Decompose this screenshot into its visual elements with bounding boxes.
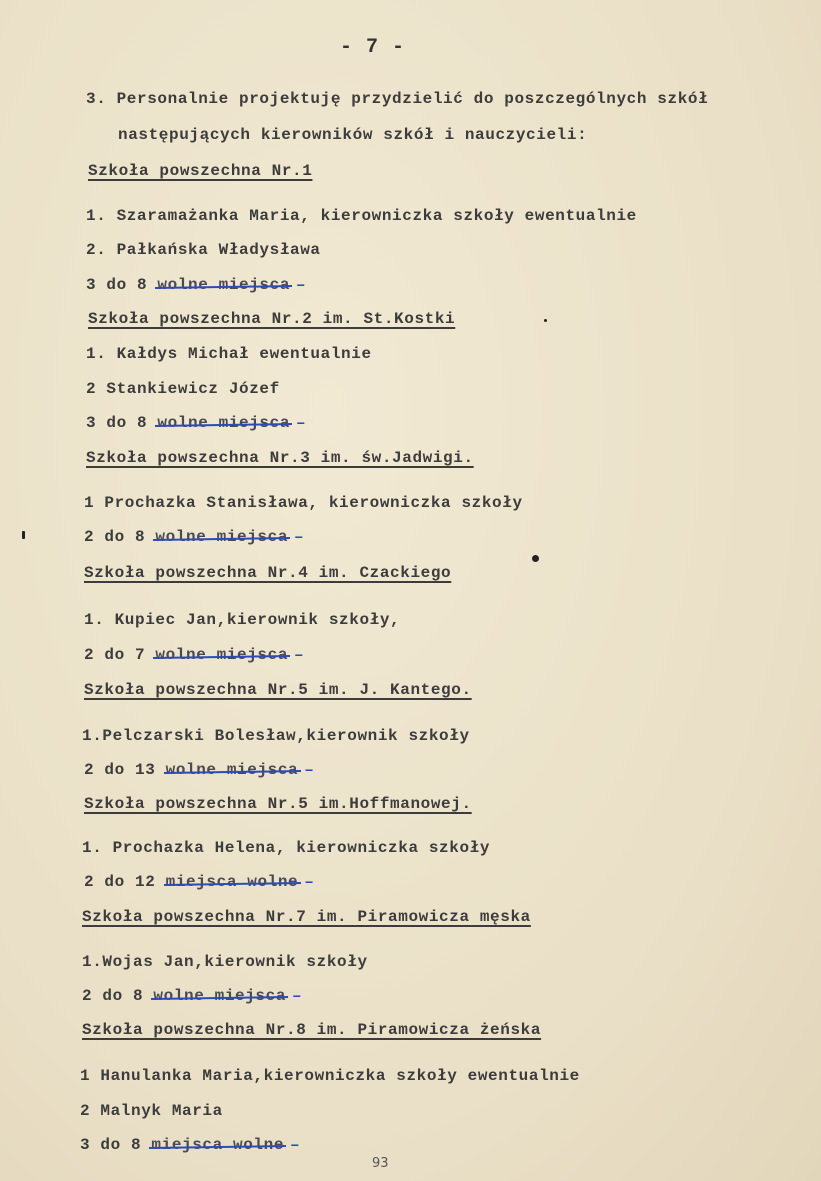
- list-item: [84, 528, 304, 546]
- row-range: 3 do 8: [86, 414, 148, 432]
- row-range: 2 do 13: [84, 761, 156, 779]
- struck-text: wolne miejsca: [155, 646, 289, 664]
- list-item: [86, 414, 306, 432]
- school-heading: Szkoła powszechna Nr.4 im. Czackiego: [84, 564, 452, 582]
- list-item: 1. Szaramażanka Maria, kierowniczka szkoły ewentualnie: [86, 207, 637, 225]
- list-item: [84, 873, 314, 891]
- ink-dot: [544, 319, 547, 322]
- list-item: 1. Prochazka Helena, kierowniczka szkoły: [82, 839, 491, 857]
- list-item: [82, 987, 302, 1005]
- pencil-page-note: 93: [372, 1156, 389, 1171]
- struck-text: wolne miejsca: [155, 528, 289, 546]
- intro-line-2: następujących kierowników szkół i nauczycieli:: [118, 126, 588, 144]
- list-item: [84, 646, 304, 664]
- list-item: [86, 276, 306, 294]
- ink-dot: [532, 555, 539, 562]
- list-item: 1. Kałdys Michał ewentualnie: [86, 345, 372, 363]
- list-item: [80, 1136, 300, 1154]
- struck-text: wolne miejsca: [157, 414, 291, 432]
- school-heading: Szkoła powszechna Nr.1: [88, 162, 313, 180]
- struck-text: wolne miejsca: [153, 987, 287, 1005]
- page-number: - 7 -: [340, 36, 406, 59]
- school-heading: Szkoła powszechna Nr.2 im. St.Kostki: [88, 310, 456, 328]
- school-heading: Szkoła powszechna Nr.8 im. Piramowicza żeńska: [82, 1021, 542, 1039]
- row-range: 3 do 8: [80, 1136, 142, 1154]
- blue-dash: –: [296, 276, 307, 294]
- blue-dash: –: [292, 987, 303, 1005]
- list-item: 1.Pelczarski Bolesław,kierownik szkoły: [82, 727, 470, 745]
- school-heading: Szkoła powszechna Nr.5 im.Hoffmanowej.: [84, 795, 472, 813]
- struck-text: miejsca wolne: [151, 1136, 285, 1154]
- school-heading: Szkoła powszechna Nr.5 im. J. Kantego.: [84, 681, 472, 699]
- row-range: 2 do 8: [82, 987, 144, 1005]
- intro-line-1: 3. Personalnie projektuję przydzielić do poszczególnych szkół: [86, 90, 709, 108]
- list-item: 2. Pałkańska Władysława: [86, 241, 321, 259]
- blue-dash: –: [294, 646, 305, 664]
- list-item: 1.Wojas Jan,kierownik szkoły: [82, 953, 368, 971]
- list-item: 2 Stankiewicz Józef: [86, 380, 280, 398]
- blue-dash: –: [296, 414, 307, 432]
- row-range: 3 do 8: [86, 276, 148, 294]
- row-range: 2 do 7: [84, 646, 146, 664]
- struck-text: wolne miejsca: [157, 276, 291, 294]
- blue-dash: –: [294, 528, 305, 546]
- list-item: 1. Kupiec Jan,kierownik szkoły,: [84, 611, 401, 629]
- struck-text: miejsca wolne: [165, 873, 299, 891]
- school-heading: Szkoła powszechna Nr.3 im. św.Jadwigi.: [86, 449, 474, 467]
- blue-dash: –: [290, 1136, 301, 1154]
- row-range: 2 do 12: [84, 873, 156, 891]
- row-range: 2 do 8: [84, 528, 146, 546]
- list-item: 1 Prochazka Stanisława, kierowniczka szkoły: [84, 494, 523, 512]
- blue-dash: –: [304, 873, 315, 891]
- list-item: [84, 761, 314, 779]
- blue-dash: –: [304, 761, 315, 779]
- list-item: 2 Malnyk Maria: [80, 1102, 223, 1120]
- ink-mark: [22, 531, 25, 539]
- struck-text: wolne miejsca: [165, 761, 299, 779]
- school-heading: Szkoła powszechna Nr.7 im. Piramowicza męska: [82, 908, 531, 926]
- list-item: 1 Hanulanka Maria,kierowniczka szkoły ewentualnie: [80, 1067, 580, 1085]
